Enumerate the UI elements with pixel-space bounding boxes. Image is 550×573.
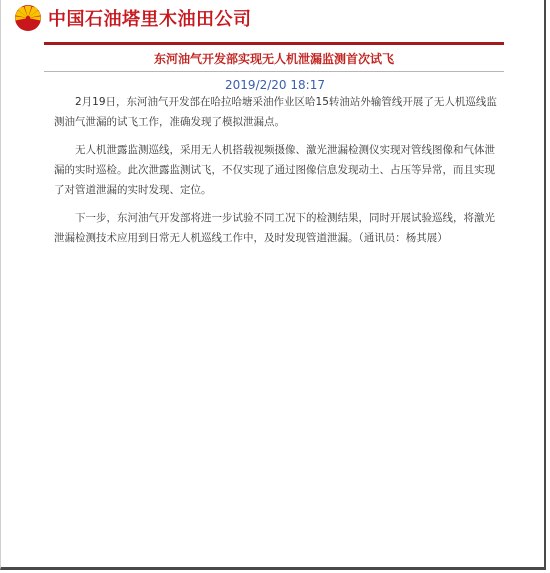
article-title-bar xyxy=(44,42,504,72)
petrochina-logo-icon xyxy=(14,4,42,32)
article-paragraph: 无人机泄露监测巡线，采用无人机搭载视频摄像、激光泄漏检测仪实现对管线图像和气体泄漏的实时巡检。此次泄露监测试飞，不仅实现了通过图像信息发现动土、占压等异常，而且实现了对管道泄漏的实时发现、定位。 xyxy=(54,144,495,196)
article-title: 东河油气开发部实现无人机泄漏监测首次试飞 xyxy=(153,52,394,66)
company-name: 中国石油塔里木油田公司 xyxy=(48,9,252,30)
article-paragraph: 下一步，东河油气开发部将进一步试验不同工况下的检测结果，同时开展试验巡线，将激光泄漏检测技术应用到日常无人机巡线工作中，及时发现管道泄漏。（通讯员：杨其展） xyxy=(54,212,495,244)
article-paragraph: 2月19日，东河油气开发部在哈拉哈塘采油作业区哈15转油站外输管线开展了无人机巡线监测油气泄漏的试飞工作，准确发现了模拟泄漏点。 xyxy=(54,96,497,128)
article-date: 2019/2/20 18:17 xyxy=(225,78,325,92)
article-body xyxy=(54,92,500,256)
site-header xyxy=(14,4,252,32)
